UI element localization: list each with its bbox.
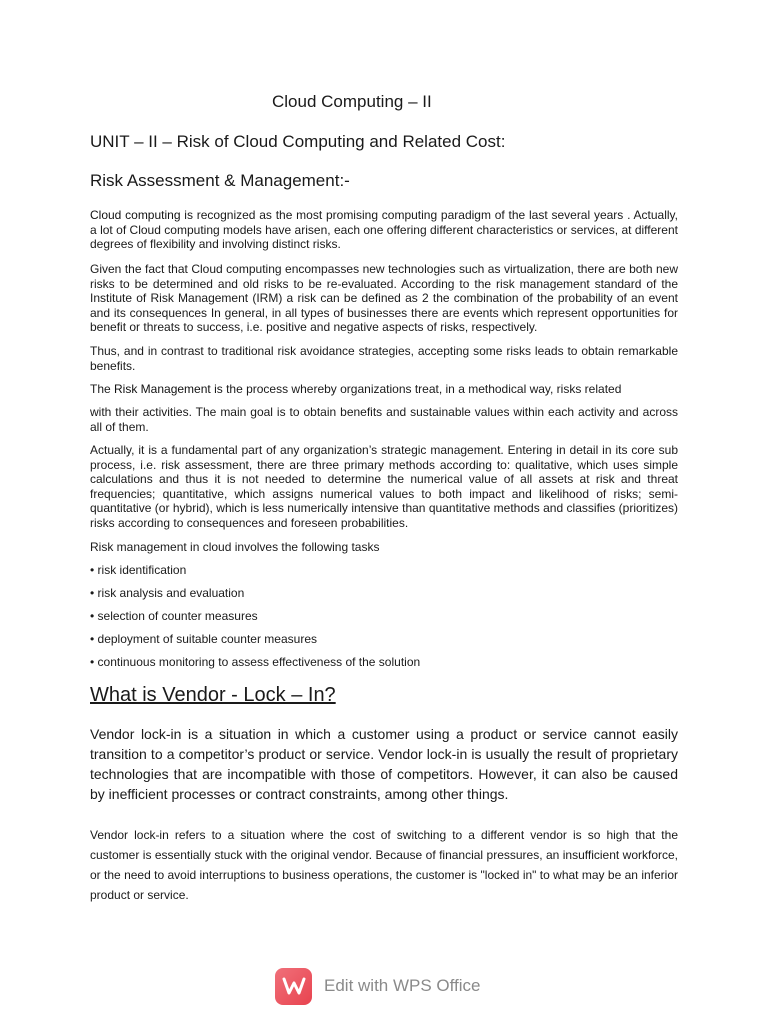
paragraph-text: Thus, and in contrast to traditional risk avoidance strategies, accepting some risks leads to obtain remarkable benefits. [90, 344, 678, 373]
edit-with-wps-label: Edit with WPS Office [324, 976, 481, 995]
paragraph-risk-management [90, 382, 678, 397]
list-item: • selection of counter measures [90, 609, 258, 623]
paragraph-text: Given the fact that Cloud computing encompasses new technologies such as virtualization, there are both new risks to be determined and old risks to be re-evaluated. According to the risk management standard of the Institute of Risk Management (IRM) a risk can be defined as 2 the combination of the probability of an event and its consequences In general, in all types of businesses there are events which represent opportunities for benefit or threats to success, i.e. positive and negative aspects of risks, respectively. [90, 262, 678, 334]
vendor-lock-in-heading: What is Vendor - Lock – In? [90, 684, 336, 706]
paragraph-text: The [90, 382, 115, 396]
paragraph-text: with their activities. The main goal is to obtain benefits and sustainable values within each activity and across all of them. [90, 405, 678, 434]
task-list [90, 563, 420, 678]
section-heading: Risk Assessment & Management:- [90, 171, 350, 190]
wps-logo-icon [275, 968, 312, 1005]
paragraph-text: is recognized as the most promising computing paradigm of the last several years . Actually, a lot of Cloud computing models have arisen, each one offering different characteristics or services, at different degrees of flexibility and involving distinct risks. [90, 208, 678, 251]
paragraph-benefits [90, 344, 678, 373]
paragraph-text: is the process whereby organizations treat, in a methodical way, risks related [210, 382, 622, 396]
unit-heading: UNIT – II – Risk of Cloud Computing and Related Cost: [90, 132, 506, 151]
edit-with-wps-button[interactable] [275, 966, 481, 1006]
paragraph-strategic [90, 443, 678, 530]
list-item: • risk analysis and evaluation [90, 586, 245, 600]
term-risk-management: Risk Management [114, 382, 211, 396]
paragraph-text: Risk management in cloud involves the following tasks [90, 540, 380, 554]
paragraph-text: Actually, it is a fundamental part of any organization’s strategic management. Entering in detail in its core sub process, i.e. risk assessment, there are three primary methods according to: qualitative, which uses simple calculations and thus it is not needed to determine the numerical value of all assets at risk and threat frequencies; quantitative, which assigns numerical values to both impact and likelihood of risks; semi-quantitative (or hybrid), which is less numerically intensive than quantitative methods and classifies (prioritizes) risks according to consequences and foreseen probabilities. [90, 443, 678, 530]
paragraph-vendor-lock-in: Vendor lock-in is a situation in which a customer using a product or service cannot easily transition to a competitor’s product or service. Vendor lock-in is usually the result of proprietary technologies that are incompatible with those of competitors. However, it can also be caused by inefficient processes or contract constraints, among other things. [90, 726, 678, 802]
document-title: Cloud Computing – II [272, 92, 432, 111]
paragraph-tasks-intro [90, 540, 678, 555]
paragraph-activities [90, 405, 678, 434]
paragraph-risks [90, 262, 678, 335]
list-item: • risk identification [90, 563, 187, 577]
list-item: • deployment of suitable counter measures [90, 632, 317, 646]
paragraph-cloud-computing [90, 208, 678, 252]
paragraph-vendor-lock-in-cost: Vendor lock-in refers to a situation where the cost of switching to a different vendor is so high that the customer is essentially stuck with the original vendor. Because of financial pressures, an insufficient workforce, or the need to avoid interruptions to business operations, the customer is "locked in" to what may be an inferior product or service. [90, 828, 678, 902]
list-item: • continuous monitoring to assess effectiveness of the solution [90, 655, 421, 669]
term-cloud-computing: Cloud computing [90, 208, 181, 222]
